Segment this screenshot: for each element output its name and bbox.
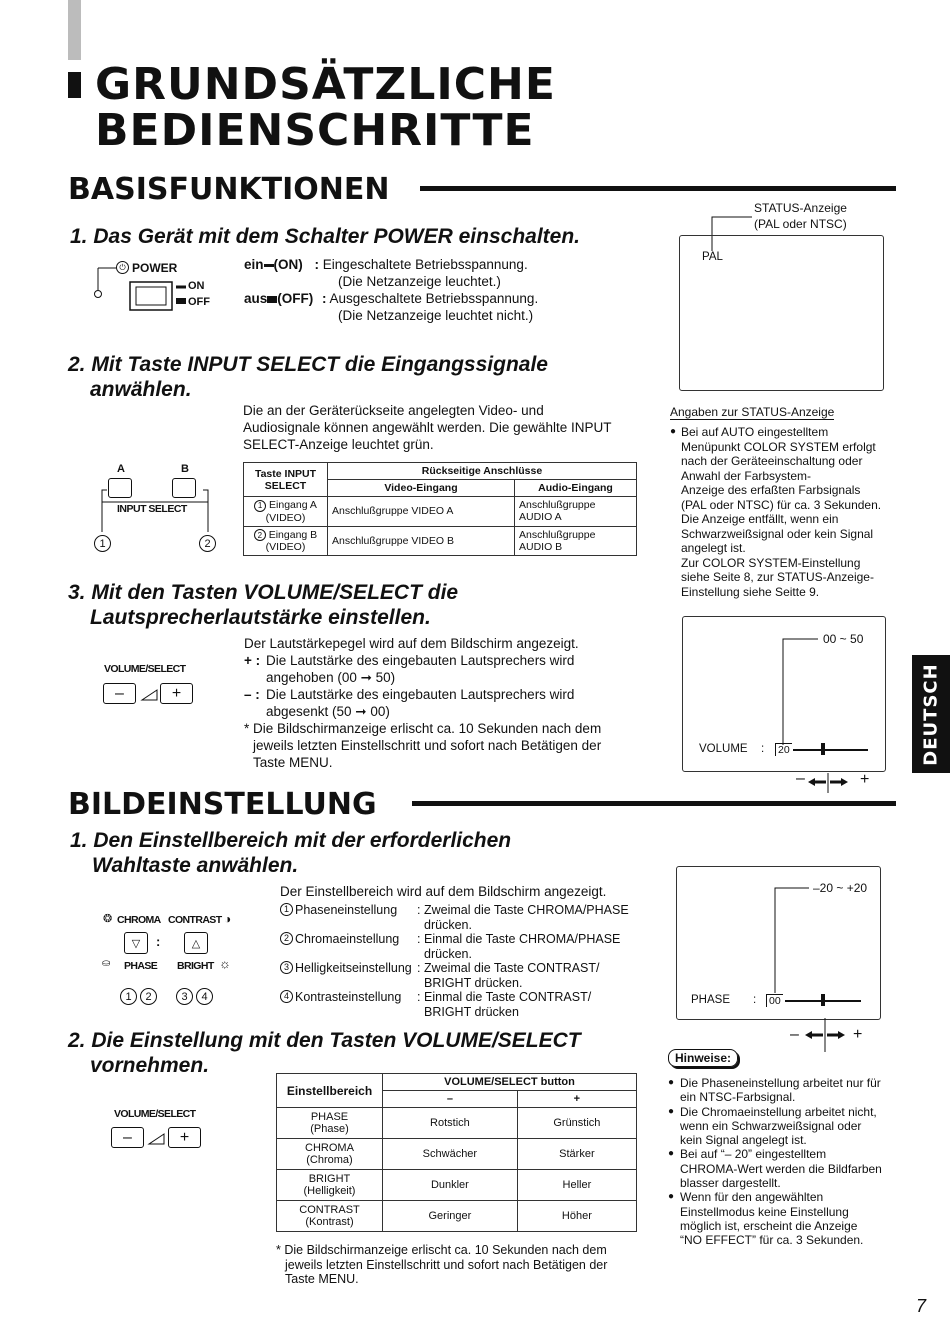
step-title: 1. Das Gerät mit dem Schalter POWER einschalten.: [70, 225, 580, 248]
phase-label-osd: PHASE: [691, 994, 730, 1006]
status-sublabel: (PAL oder NTSC): [754, 217, 847, 231]
desc-line: abgesenkt (50 ➞ 00): [266, 704, 390, 719]
table-cell: [277, 1139, 383, 1170]
header-line: SELECT: [264, 479, 307, 492]
status-callout: [754, 200, 847, 232]
bild-intro: Der Einstellbereich wird auf dem Bildschirm angezeigt.: [280, 884, 607, 899]
note-line: Die Phaseneinstellung arbeitet nur für: [680, 1076, 881, 1090]
item-text: Einmal die Taste CHROMA/PHASE: [424, 932, 621, 946]
table-cell: Rotstich: [383, 1108, 518, 1139]
ein-state: (ON): [273, 257, 303, 272]
table-cell: [277, 1170, 383, 1201]
section-rule: [420, 186, 896, 191]
table-row: [244, 526, 637, 556]
phase-minus-indicator: –: [790, 1026, 799, 1043]
table-header: Rückseitige Anschlüsse: [328, 463, 637, 480]
table-row: [244, 497, 637, 527]
table-header: Video-Eingang: [328, 480, 515, 497]
step-title: [70, 828, 511, 878]
chroma-phase-button[interactable]: ▽: [124, 932, 148, 954]
contrast-label: CONTRAST: [168, 914, 222, 926]
item-text: Zweimal die Taste CONTRAST/: [424, 961, 600, 975]
item-name: Kontrasteinstellung: [295, 990, 402, 1004]
ein-symbol: [264, 264, 274, 267]
adjust-minus-button[interactable]: –: [111, 1127, 144, 1148]
table-cell: [277, 1108, 383, 1139]
item-sep: :: [417, 990, 421, 1004]
table-header: Audio-Eingang: [514, 480, 636, 497]
step-title: [68, 1028, 581, 1078]
page-title: [95, 59, 556, 156]
desc-line: Die an der Geräterückseite angelegten Video- und: [243, 403, 544, 418]
status-caption: Angaben zur STATUS-Anzeige: [670, 405, 835, 419]
cell-text: CONTRAST: [299, 1204, 360, 1216]
cell-text: Anschlußgruppe: [518, 528, 596, 541]
input-select-description: [243, 402, 638, 453]
item-sep: :: [417, 903, 421, 917]
table-cell: [277, 1201, 383, 1232]
cell-text: BRIGHT: [308, 1173, 351, 1185]
minus-mark: – :: [244, 687, 260, 702]
status-line: siehe Seite 8, zur STATUS-Anzeige-: [681, 570, 874, 584]
table-cell: Anschlußgruppe VIDEO B: [328, 526, 515, 556]
volume-label: VOLUME: [699, 743, 748, 755]
callout-number: 2: [140, 988, 157, 1005]
power-label: POWER: [132, 261, 178, 275]
title-line-1: GRUNDSÄTZLICHE: [95, 59, 556, 110]
desc-line: SELECT-Anzeige leuchtet grün.: [243, 437, 434, 452]
note-line: Wenn für den angewählten: [680, 1190, 824, 1205]
callout-number: 1: [94, 535, 111, 552]
bullet-icon: ●: [668, 1148, 675, 1160]
key-b-label: B: [181, 463, 189, 475]
desc-line: angehoben (00 ➞ 50): [266, 670, 396, 685]
note-line: jeweils letzten Einstellschritt und sofort nach Betätigen der: [285, 1257, 608, 1272]
note-line: Bei auf “– 20” eingestelltem: [680, 1147, 827, 1162]
row-number: 2: [254, 529, 266, 541]
desc-line: Audiosignale können angewählt werden. Die gewählte INPUT: [243, 420, 612, 435]
desc-line: Der Lautstärkepegel wird auf dem Bildschirm angezeigt.: [244, 636, 579, 651]
callout-number: 2: [199, 535, 216, 552]
item-name: Helligkeitseinstellung: [295, 961, 412, 975]
volume-minus-button[interactable]: –: [103, 683, 136, 704]
aus-text: Ausgeschaltete Betriebsspannung.: [329, 291, 539, 306]
callout-number: 3: [176, 988, 193, 1005]
ein-label: ein: [244, 257, 264, 272]
volume-ramp-icon: [147, 1132, 167, 1146]
table-cell: Anschlußgruppe VIDEO A: [328, 497, 515, 527]
phase-value: 00: [766, 994, 783, 1007]
volume-plus-button[interactable]: +: [160, 683, 193, 704]
ein-colon: :: [314, 257, 320, 272]
phase-label: PHASE: [124, 960, 158, 972]
cell-text: (VIDEO): [265, 511, 306, 524]
step-title-line: Wahltaste anwählen.: [92, 854, 299, 877]
status-line: (PAL oder NTSC) für ca. 3 Sekunden.: [681, 497, 882, 512]
status-label: STATUS-Anzeige: [754, 201, 847, 215]
step-title-line: 1. Den Einstellbereich mit der erforderlichen: [70, 829, 512, 852]
note-item: [668, 1190, 908, 1247]
cell-text: (VIDEO): [265, 541, 306, 553]
status-line: Zur COLOR SYSTEM-Einstellung: [681, 555, 861, 570]
table-cell: Höher: [517, 1201, 636, 1232]
status-line: Anzeige des erfaßten Farbsignals: [681, 483, 861, 497]
note-line: CHROMA-Wert werden die Bildfarben: [680, 1161, 882, 1176]
note-line: wenn ein Schwarzweißsignal oder: [680, 1118, 862, 1133]
table-cell: Dunkler: [383, 1170, 518, 1201]
status-line: Einstellung siehe Seitte 9.: [681, 584, 820, 599]
table-header: –: [383, 1091, 518, 1108]
cell-text: CHROMA: [305, 1142, 354, 1154]
aus-label: aus: [244, 291, 268, 306]
note-line: Taste MENU.: [285, 1272, 359, 1286]
list-item: [280, 932, 640, 961]
phase-level-marker: [821, 994, 825, 1006]
item-text: drücken.: [424, 917, 472, 932]
cell-text: AUDIO B: [518, 540, 563, 553]
table-cell: Grünstich: [517, 1108, 636, 1139]
table-header: +: [517, 1091, 636, 1108]
item-sep: :: [417, 932, 421, 946]
section-heading-bild: BILDEINSTELLUNG: [68, 787, 377, 822]
adjust-plus-button[interactable]: +: [168, 1127, 201, 1148]
section-heading-basis: BASISFUNKTIONEN: [68, 172, 390, 207]
volume-select-label: VOLUME/SELECT: [104, 663, 186, 675]
adjust-table: [276, 1073, 637, 1232]
note-item: [668, 1147, 908, 1190]
volume-minus-indicator: –: [796, 770, 805, 787]
cell-text: Eingang A: [269, 499, 317, 511]
step-title-line: 3. Mit den Tasten VOLUME/SELECT die: [68, 581, 459, 604]
list-item: [280, 903, 640, 932]
header-line: Taste INPUT: [254, 467, 317, 480]
aus-state: (OFF): [277, 291, 314, 306]
on-label: ON: [188, 280, 205, 292]
input-table: [243, 462, 637, 556]
note-line: Taste MENU.: [253, 755, 333, 770]
mode-list: [280, 903, 640, 1019]
contrast-icon: ◑: [224, 912, 232, 926]
step-title-line: 2. Die Einstellung mit den Tasten VOLUME/SELECT: [68, 1029, 581, 1052]
status-screen-text: PAL: [702, 251, 723, 263]
bullet-icon: ●: [670, 426, 677, 437]
chroma-label: CHROMA: [117, 914, 161, 926]
item-text: drücken.: [424, 946, 472, 961]
aus-colon: :: [322, 291, 327, 306]
volume-range: 00 ~ 50: [823, 632, 864, 646]
note-line: Die Chromaeinstellung arbeitet nicht,: [680, 1104, 877, 1119]
item-text: Einmal die Taste CONTRAST/: [424, 990, 592, 1004]
item-number: 1: [280, 903, 293, 916]
table-cell: [514, 526, 636, 556]
status-line: nach der Geräteeinschaltung oder: [681, 454, 863, 468]
note-line: ein NTSC-Farbsignal.: [680, 1090, 796, 1105]
phase-screen: [676, 866, 881, 1020]
item-name: Chromaeinstellung: [295, 932, 400, 946]
aus-note: (Die Netzanzeige leuchtet nicht.): [338, 308, 534, 323]
item-number: 2: [280, 932, 293, 945]
volume-description: [244, 635, 644, 771]
title-marker: [68, 72, 81, 98]
input-a-button[interactable]: [108, 478, 132, 498]
note-line: möglich ist, erscheint die Anzeige: [680, 1218, 858, 1233]
status-line: Schwarzweißsignal oder kein Signal: [681, 526, 874, 541]
title-line-2: BEDIENSCHRITTE: [95, 105, 535, 156]
volume-screen: [682, 616, 886, 772]
status-line: Die Anzeige entfällt, wenn ein: [681, 512, 839, 526]
step-title-line: vornehmen.: [90, 1054, 210, 1077]
ein-text: Eingeschaltete Betriebsspannung.: [322, 257, 528, 272]
status-screen: [679, 235, 884, 391]
table-cell: Schwächer: [383, 1139, 518, 1170]
volume-track: [793, 749, 868, 751]
table-cell: [244, 526, 328, 556]
power-icon: ⏻: [116, 261, 129, 274]
item-number: 4: [280, 990, 293, 1003]
cell-text: (Helligkeit): [303, 1185, 356, 1197]
cell-text: PHASE: [310, 1111, 349, 1123]
step-title-line: anwählen.: [90, 378, 192, 401]
power-switch-diagram: [92, 258, 232, 318]
step-title: [68, 580, 458, 630]
desc-line: Die Lautstärke des eingebauten Lautsprechers wird: [266, 653, 575, 668]
table-cell: [514, 497, 636, 527]
table-cell: Geringer: [383, 1201, 518, 1232]
bullet-icon: ●: [668, 1191, 675, 1203]
note-line: * Die Bildschirmanzeige erlischt ca. 10 Sekunden nach dem: [244, 721, 602, 736]
table-row: [277, 1139, 637, 1170]
bild-footnote: [276, 1243, 607, 1287]
phase-plus-indicator: +: [853, 1026, 863, 1043]
bright-icon: ☼: [219, 956, 231, 971]
desc-line: Die Lautstärke des eingebauten Lautsprechers wird: [266, 687, 575, 702]
phase-range: –20 ~ +20: [813, 881, 868, 895]
note-line: “NO EFFECT” für ca. 3 Sekunden.: [680, 1233, 864, 1248]
table-cell: Stärker: [517, 1139, 636, 1170]
item-text: BRIGHT drücken: [424, 1004, 519, 1019]
plus-mark: + :: [244, 653, 261, 668]
cell-text: Anschlußgruppe: [518, 499, 596, 512]
item-text: BRIGHT drücken.: [424, 975, 523, 990]
status-info: [670, 425, 910, 599]
callout-number: 1: [120, 988, 137, 1005]
button-separator: :: [156, 934, 161, 949]
aus-symbol: [267, 296, 277, 303]
note-item: [668, 1105, 908, 1148]
cell-text: (Chroma): [306, 1154, 353, 1166]
bullet-icon: ●: [668, 1077, 675, 1088]
list-item: [280, 990, 640, 1019]
phase-icon: ⛀: [102, 958, 111, 969]
table-header: [244, 463, 328, 497]
bullet-icon: ●: [668, 1105, 675, 1117]
note-line: kein Signal angelegt ist.: [680, 1133, 807, 1148]
note-line: Einstellmodus keine Einstellung: [680, 1204, 849, 1219]
cell-text: AUDIO A: [518, 511, 562, 524]
power-description: [244, 256, 574, 324]
item-text: Zweimal die Taste CHROMA/PHASE: [424, 903, 629, 917]
volume-value: 20: [775, 743, 792, 756]
page-number: 7: [916, 1296, 927, 1316]
table-header: VOLUME/SELECT button: [383, 1074, 637, 1091]
language-tab-label: DEUTSCH: [920, 662, 942, 766]
volume-colon: :: [761, 743, 765, 755]
phase-colon: :: [753, 994, 757, 1006]
step-title-line: Lautsprecherlautstärke einstellen.: [90, 606, 431, 629]
input-select-label: INPUT SELECT: [117, 503, 187, 515]
cell-text: (Phase): [310, 1123, 349, 1135]
table-row: [277, 1108, 637, 1139]
volume-ramp-icon: [140, 688, 160, 702]
step-title: [68, 352, 548, 402]
section-rule: [412, 801, 896, 806]
input-select-diagram: [90, 460, 220, 555]
item-sep: :: [417, 961, 421, 975]
contrast-bright-button[interactable]: △: [184, 932, 208, 954]
chroma-icon: ❂: [103, 913, 113, 925]
item-name: Phaseneinstellung: [295, 903, 398, 917]
notes-heading: Hinweise:: [668, 1049, 738, 1067]
input-b-button[interactable]: [172, 478, 196, 498]
list-item: [280, 961, 640, 990]
table-row: [277, 1170, 637, 1201]
note-line: * Die Bildschirmanzeige erlischt ca. 10 Sekunden nach dem: [276, 1243, 607, 1257]
step-title-line: 2. Mit Taste INPUT SELECT die Eingangssignale: [68, 353, 548, 376]
note-line: blasser dargestellt.: [680, 1176, 781, 1191]
item-number: 3: [280, 961, 293, 974]
notes-list: [668, 1076, 908, 1248]
key-a-label: A: [117, 463, 125, 475]
ein-note: (Die Netzanzeige leuchtet.): [338, 274, 501, 289]
language-tab: [912, 655, 950, 773]
top-grey-bar: [68, 0, 81, 60]
cell-text: Eingang B: [268, 528, 318, 541]
table-cell: [244, 497, 328, 527]
status-line: Anwahl der Farbsystem-: [681, 468, 812, 483]
table-row: [277, 1201, 637, 1232]
volume-select-label: VOLUME/SELECT: [114, 1108, 196, 1120]
off-label: OFF: [188, 296, 210, 308]
volume-level-marker: [821, 743, 825, 755]
table-cell: Heller: [517, 1170, 636, 1201]
callout-number: 4: [196, 988, 213, 1005]
status-line: Bei auf AUTO eingestelltem: [681, 425, 829, 439]
volume-plus-indicator: +: [860, 771, 870, 788]
chroma-contrast-diagram: [100, 910, 250, 1010]
cell-text: (Kontrast): [305, 1216, 354, 1228]
note-line: jeweils letzten Einstellschritt und sofort nach Betätigen der: [253, 738, 602, 753]
status-line: Menüpunkt COLOR SYSTEM erfolgt: [681, 439, 876, 454]
table-header: Einstellbereich: [277, 1074, 383, 1108]
row-number: 1: [254, 500, 266, 512]
bright-label: BRIGHT: [177, 960, 214, 972]
status-line: angelegt ist.: [681, 541, 746, 555]
note-item: [668, 1076, 908, 1105]
